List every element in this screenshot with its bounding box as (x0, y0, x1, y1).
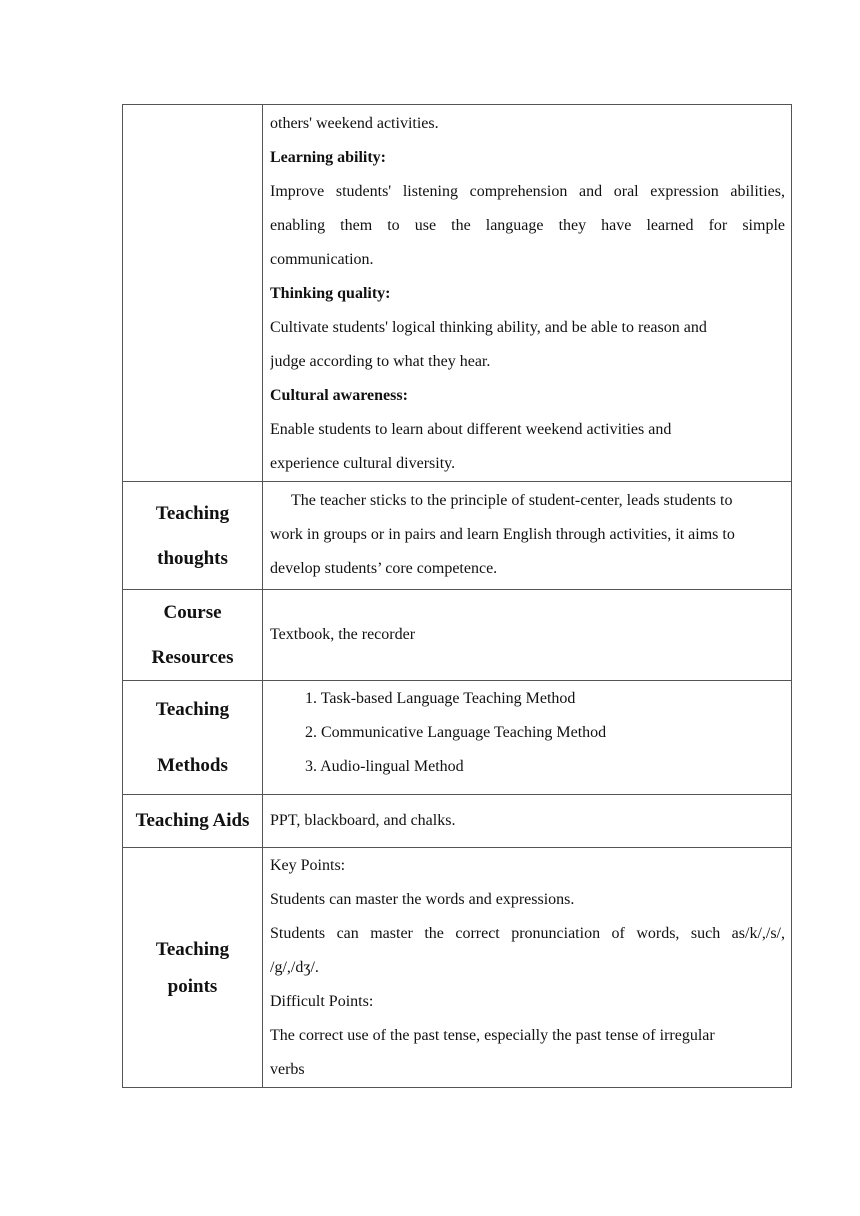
section-heading-thinking-quality: Thinking quality: (270, 285, 391, 302)
text-line: work in groups or in pairs and learn English through activities, it aims to (270, 526, 735, 543)
text-line: experience cultural diversity. (270, 455, 456, 472)
row-content-course-resources (263, 590, 792, 681)
text-line: PPT, blackboard, and chalks. (270, 812, 456, 829)
text-line: verbs (270, 1061, 305, 1078)
table-row-objectives (123, 105, 792, 482)
text-line: Enable students to learn about different weekend activities and (270, 421, 672, 438)
table-row-teaching-aids (123, 795, 792, 848)
table-row-teaching-thoughts (123, 482, 792, 590)
row-label-teaching-thoughts (123, 482, 263, 590)
label-line: Teaching (155, 938, 230, 960)
list-item: 1. Task-based Language Teaching Method (305, 690, 576, 707)
table-row-teaching-points (123, 848, 792, 1088)
row-label-teaching-aids (123, 795, 263, 848)
section-heading-learning-ability: Learning ability: (270, 149, 387, 166)
text-line: develop students’ core competence. (270, 560, 498, 577)
row-label-empty (123, 105, 263, 482)
text-line: enabling them to use the language they have learned for simple (270, 217, 785, 234)
row-content-teaching-points (263, 848, 792, 1088)
section-heading-key-points: Key Points: (270, 857, 346, 874)
text-line: judge according to what they hear. (270, 353, 491, 370)
lesson-plan-table (122, 104, 792, 1088)
label-line: Teaching (155, 698, 230, 720)
row-content-teaching-aids (263, 795, 792, 848)
text-line: The correct use of the past tense, especially the past tense of irregular (270, 1027, 715, 1044)
text-line: Students can master the words and expressions. (270, 891, 575, 908)
section-heading-cultural-awareness: Cultural awareness: (270, 387, 408, 404)
row-content-teaching-thoughts (263, 482, 792, 590)
text-line: The teacher sticks to the principle of student-center, leads students to (291, 492, 733, 509)
label-line: Teaching (155, 502, 230, 524)
text-line: communication. (270, 251, 374, 268)
row-content-teaching-methods (263, 681, 792, 795)
text-line: Improve students' listening comprehension and oral expression abilities, (270, 183, 785, 200)
row-label-teaching-methods (123, 681, 263, 795)
text-line: Students can master the correct pronunciation of words, such as/k/,/s/, (270, 925, 785, 942)
text-line: /g/,/dʒ/. (270, 959, 319, 976)
row-label-teaching-points (123, 848, 263, 1088)
row-label-course-resources (123, 590, 263, 681)
label-line: Course (163, 602, 222, 623)
table-row-course-resources (123, 590, 792, 681)
text-line: Textbook, the recorder (270, 626, 416, 643)
text-line: Cultivate students' logical thinking ability, and be able to reason and (270, 319, 707, 336)
label-line: points (167, 975, 218, 997)
list-item: 2. Communicative Language Teaching Method (305, 724, 607, 741)
text-line: others' weekend activities. (270, 115, 439, 132)
label-line: Methods (157, 754, 228, 776)
label-line: thoughts (157, 547, 228, 569)
table-row-teaching-methods (123, 681, 792, 795)
section-heading-difficult-points: Difficult Points: (270, 993, 374, 1010)
label-line: Teaching Aids (135, 810, 250, 831)
label-line: Resources (151, 647, 234, 668)
row-content-objectives (263, 105, 792, 482)
list-item: 3. Audio-lingual Method (305, 758, 464, 775)
